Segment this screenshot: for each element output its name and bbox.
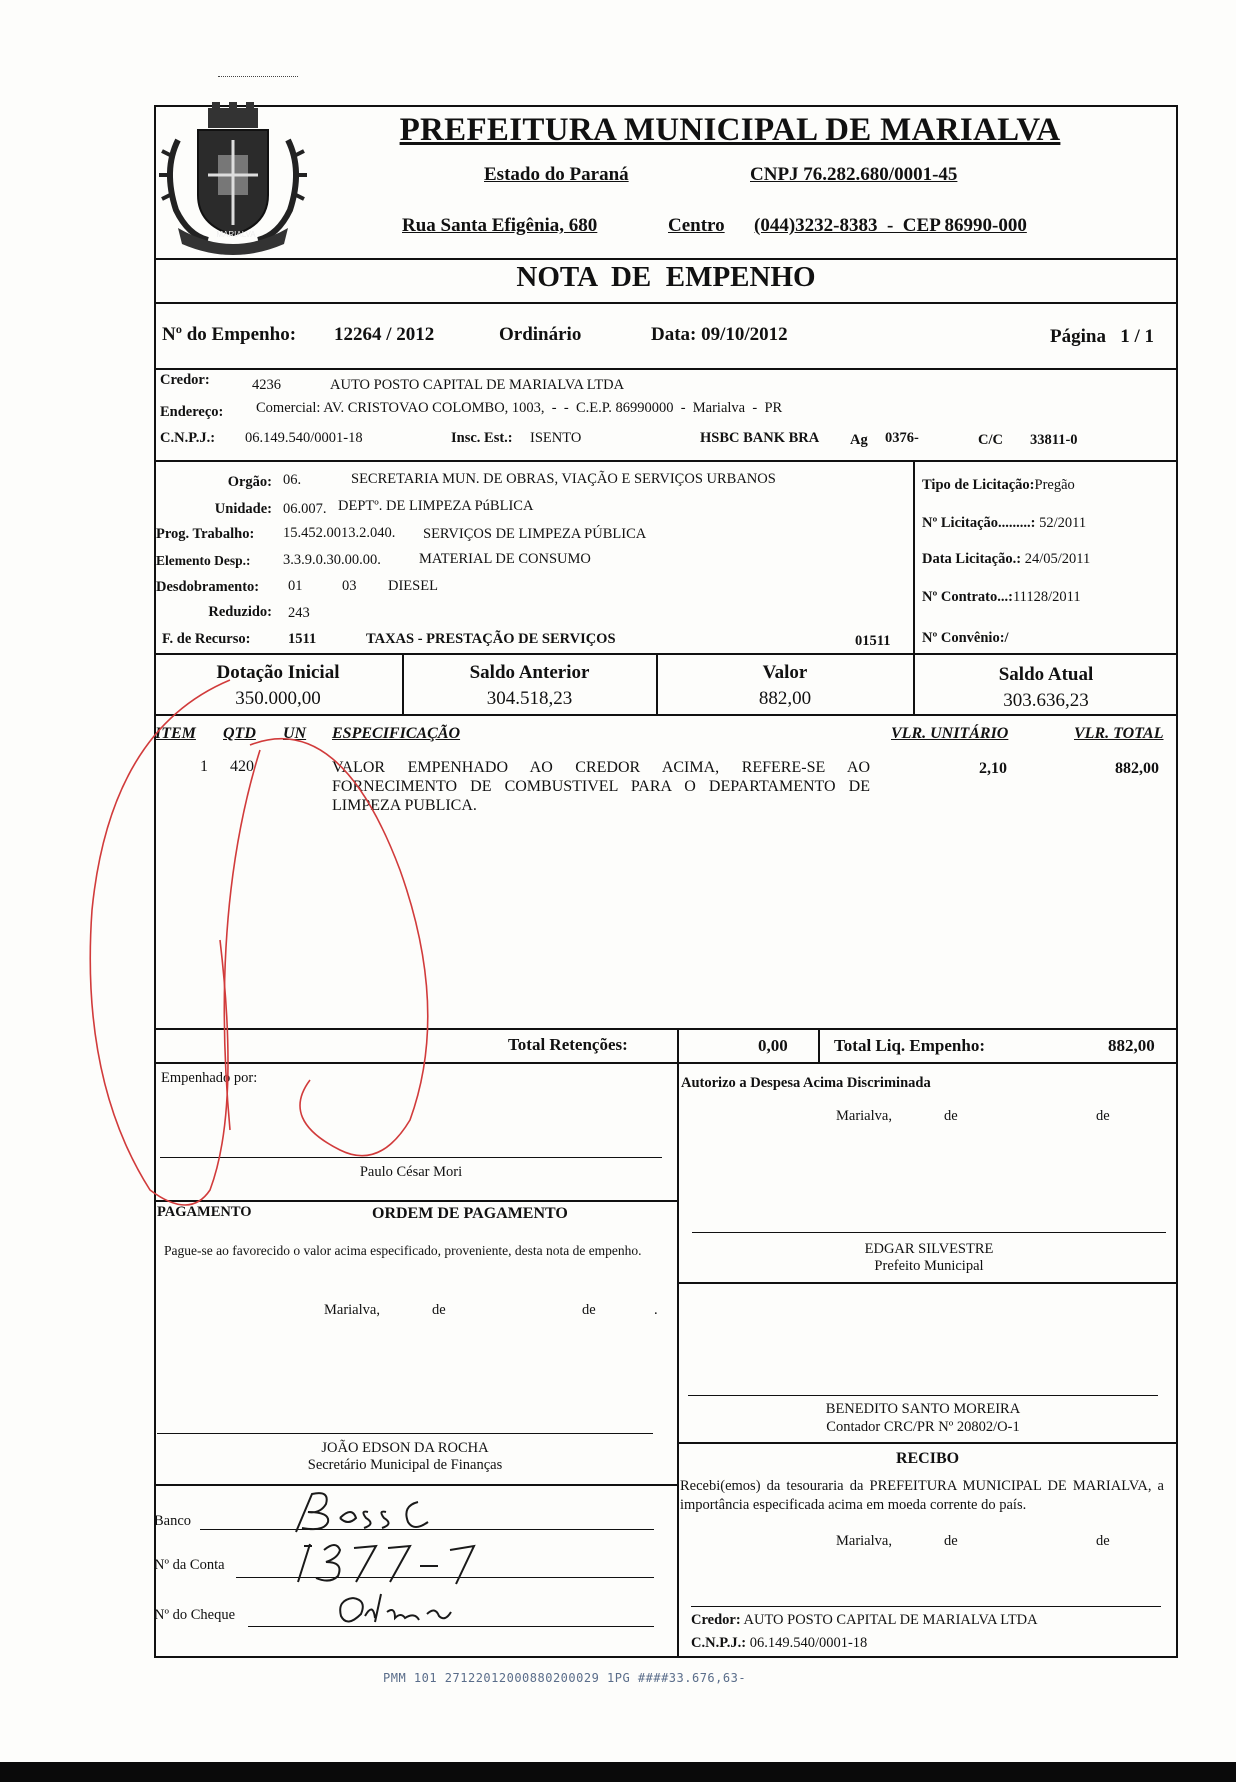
pagamento-title: ORDEM DE PAGAMENTO [372, 1205, 568, 1222]
divider [677, 1282, 1178, 1284]
credor-code: 4236 [252, 377, 281, 393]
liq-label: Total Liq. Empenho: [834, 1036, 985, 1055]
address-district: Centro [668, 215, 725, 236]
credor-label: Credor: [160, 372, 210, 388]
divider [913, 460, 915, 653]
cheque-label: Nº do Cheque [154, 1607, 236, 1623]
unidade-label: Unidade: [214, 501, 272, 517]
orgao-desc: SECRETARIA MUN. DE OBRAS, VIAÇÃO E SERVIÇOS URBANOS [351, 471, 776, 487]
scan-edge [0, 1762, 1236, 1782]
desdobramento-b: 03 [342, 578, 357, 594]
reduzido-label: Reduzido: [208, 604, 272, 620]
credor-footer-name: AUTO POSTO CAPITAL DE MARIALVA LTDA [743, 1612, 1038, 1628]
contador-name: BENEDITO SANTO MOREIRA [825, 1401, 1021, 1417]
autorizo-de1: de [944, 1108, 958, 1124]
balance-value-anterior: 304.518,23 [486, 688, 573, 709]
cnpj-label: CNPJ 76.282.680/0001-45 [750, 164, 958, 185]
banco-label: Banco [154, 1513, 192, 1529]
divider [677, 1028, 679, 1658]
secretario-name: JOÃO EDSON DA ROCHA [321, 1440, 489, 1456]
unidade-code: 06.007. [283, 501, 327, 517]
balance-label-anterior: Saldo Anterior [469, 662, 590, 683]
credor-address: Comercial: AV. CRISTOVAO COLOMBO, 1003, - - C.E.P. 86990000 - Marialva - PR [256, 400, 783, 416]
desdobramento-a: 01 [288, 578, 303, 594]
empenho-type: Ordinário [499, 324, 582, 345]
signature-line [691, 1606, 1161, 1607]
licitacao-number-label: Nº Licitação.........: [922, 515, 1036, 531]
signature-line [157, 1433, 653, 1434]
prefeito-role: Prefeito Municipal [874, 1258, 984, 1274]
red-ink-annotation [80, 650, 500, 1220]
licitacao-date-value: 24/05/2011 [1024, 551, 1091, 567]
credor-footer-cnpj-line [691, 1635, 867, 1652]
signature-line [688, 1395, 1158, 1396]
pagamento-de1: de [432, 1302, 446, 1318]
empenhado-label: Empenhado por: [161, 1070, 258, 1086]
col-item: ITEM [155, 725, 196, 742]
divider [154, 258, 1178, 260]
empenho-date: Data: 09/10/2012 [651, 324, 788, 345]
recurso-code: 1511 [288, 631, 317, 647]
address-label: Endereço: [160, 404, 224, 420]
document-title: NOTA DE EMPENHO [516, 261, 816, 293]
licitacao-type-value: Pregão [1034, 477, 1075, 493]
agency-label: Ag [850, 432, 868, 448]
col-spec: ESPECIFICAÇÃO [332, 725, 461, 742]
pagamento-place: Marialva, [324, 1302, 380, 1318]
prog-desc: SERVIÇOS DE LIMPEZA PÚBLICA [423, 526, 647, 542]
recurso-number: 01511 [855, 633, 891, 649]
prefeito-name: EDGAR SILVESTRE [864, 1241, 994, 1257]
agency-number: 0376- [885, 430, 919, 446]
item-spec: VALOR EMPENHADO AO CREDOR ACIMA, REFERE-SE AO FORNECIMENTO DE COMBUSTIVEL PARA O DEPARTAMENTO DE LIMPEZA PUBLICA. [332, 759, 870, 814]
recibo-place: Marialva, [836, 1533, 892, 1549]
divider [818, 1028, 820, 1062]
empenho-number-label: Nº do Empenho: [162, 324, 297, 345]
col-unit-price: VLR. UNITÁRIO [891, 725, 1009, 742]
recibo-de1: de [944, 1533, 958, 1549]
handwritten-account-number [290, 1536, 500, 1588]
col-un: UN [283, 725, 307, 742]
page-number: Página 1 / 1 [1050, 326, 1154, 347]
crest-banner-text: MARIALVA [216, 230, 256, 239]
desdobramento-desc: DIESEL [388, 578, 438, 594]
page-title: PREFEITURA MUNICIPAL DE MARIALVA [399, 112, 1061, 148]
contract-value: 11128/2011 [1012, 589, 1081, 605]
signature-line [692, 1232, 1166, 1233]
secretario-role: Secretário Municipal de Finanças [307, 1457, 503, 1473]
contador-role: Contador CRC/PR Nº 20802/O-1 [826, 1419, 1020, 1435]
contract-number [922, 589, 1081, 606]
unidade-desc: DEPTº. DE LIMPEZA PúBLICA [338, 498, 534, 514]
elemento-desc: MATERIAL DE CONSUMO [419, 551, 591, 567]
bank-name: HSBC BANK BRA [700, 430, 820, 446]
prog-label: Prog. Trabalho: [156, 526, 255, 542]
reduzido-value: 243 [288, 605, 310, 621]
item-total: 882,00 [1115, 760, 1159, 777]
address-phone-cep: (044)3232-8383 - CEP 86990-000 [754, 215, 1027, 236]
licitacao-type-label: Tipo de Licitação: [922, 477, 1035, 493]
conta-label: Nº da Conta [154, 1557, 225, 1573]
licitacao-date-label: Data Licitação.: [922, 551, 1022, 567]
credor-cnpj: 06.149.540/0001-18 [245, 430, 363, 446]
empenhado-name: Paulo César Mori [359, 1164, 463, 1180]
retencoes-label: Total Retenções: [508, 1035, 628, 1054]
divider [154, 460, 1178, 462]
balance-value-valor: 882,00 [758, 688, 812, 709]
scan-mark [218, 76, 298, 79]
autorizo-label: Autorizo a Despesa Acima Discriminada [681, 1075, 931, 1091]
state-label: Estado do Paraná [484, 164, 629, 185]
credor-footer-cnpj: 06.149.540/0001-18 [749, 1635, 868, 1651]
micr-code-line: PMM 101 27122012000880200029 1PG ####33.676,63- [383, 1671, 747, 1685]
item-qtd: 420 [230, 758, 254, 775]
balance-label-atual: Saldo Atual [998, 664, 1094, 685]
item-number: 1 [200, 758, 208, 775]
autorizo-place: Marialva, [836, 1108, 892, 1124]
recibo-text: Recebi(emos) da tesouraria da PREFEITURA MUNICIPAL DE MARIALVA, a importância especificada acima em moeda corrente do país. [680, 1478, 1164, 1513]
divider [154, 302, 1178, 304]
balance-value-dotacao: 350.000,00 [235, 688, 321, 709]
licitacao-number [922, 515, 1086, 532]
divider [677, 1442, 1178, 1444]
item-unit-price: 2,10 [979, 760, 1007, 777]
orgao-label: Orgão: [227, 474, 272, 490]
insc-label: Insc. Est.: [451, 430, 513, 446]
orgao-code: 06. [283, 472, 302, 488]
pagamento-text: Pague-se ao favorecido o valor acima especificado, proveniente, desta nota de empenho. [164, 1243, 642, 1258]
divider [154, 1484, 677, 1486]
licitacao-date [922, 551, 1090, 568]
pagamento-label: PAGAMENTO [157, 1204, 252, 1220]
autorizo-de2: de [1096, 1108, 1110, 1124]
empenho-number: 12264 / 2012 [334, 324, 435, 345]
desdobramento-label: Desdobramento: [156, 579, 260, 595]
account-label: C/C [978, 432, 1003, 448]
recibo-de2: de [1096, 1533, 1110, 1549]
balance-label-valor: Valor [762, 662, 808, 683]
divider [154, 368, 1178, 370]
credor-footer-cnpj-label: C.N.P.J.: [691, 1635, 747, 1651]
convenio-label: Nº Convênio:/ [922, 630, 1009, 646]
credor-name: AUTO POSTO CAPITAL DE MARIALVA LTDA [330, 377, 625, 393]
elemento-code: 3.3.9.0.30.00.00. [283, 552, 381, 568]
liq-value: 882,00 [1108, 1036, 1155, 1055]
address-street: Rua Santa Efigênia, 680 [402, 215, 598, 236]
elemento-label: Elemento Desp.: [156, 553, 251, 568]
insc-value: ISENTO [530, 430, 582, 446]
credor-footer-line [691, 1612, 1038, 1629]
credor-cnpj-label: C.N.P.J.: [160, 430, 216, 446]
balance-label-dotacao: Dotação Inicial [216, 662, 340, 683]
balance-value-atual: 303.636,23 [1003, 690, 1089, 711]
account-number: 33811-0 [1030, 432, 1078, 448]
recurso-desc: TAXAS - PRESTAÇÃO DE SERVIÇOS [366, 631, 616, 647]
credor-footer-label: Credor: [691, 1612, 741, 1628]
prog-code: 15.452.0013.2.040. [283, 525, 396, 541]
col-qtd: QTD [223, 725, 256, 742]
licitacao-number-value: 52/2011 [1039, 515, 1087, 531]
recibo-title: RECIBO [895, 1450, 960, 1467]
pagamento-de2: de [582, 1302, 596, 1318]
pagamento-dot: . [654, 1302, 658, 1318]
retencoes-value: 0,00 [758, 1036, 788, 1055]
handwritten-cheque-note [335, 1590, 455, 1630]
handwritten-bank-signature [290, 1488, 460, 1536]
contract-label: Nº Contrato...: [922, 589, 1013, 605]
licitacao-type [922, 477, 1075, 494]
recurso-label: F. de Recurso: [162, 631, 251, 647]
col-total: VLR. TOTAL [1074, 725, 1164, 742]
